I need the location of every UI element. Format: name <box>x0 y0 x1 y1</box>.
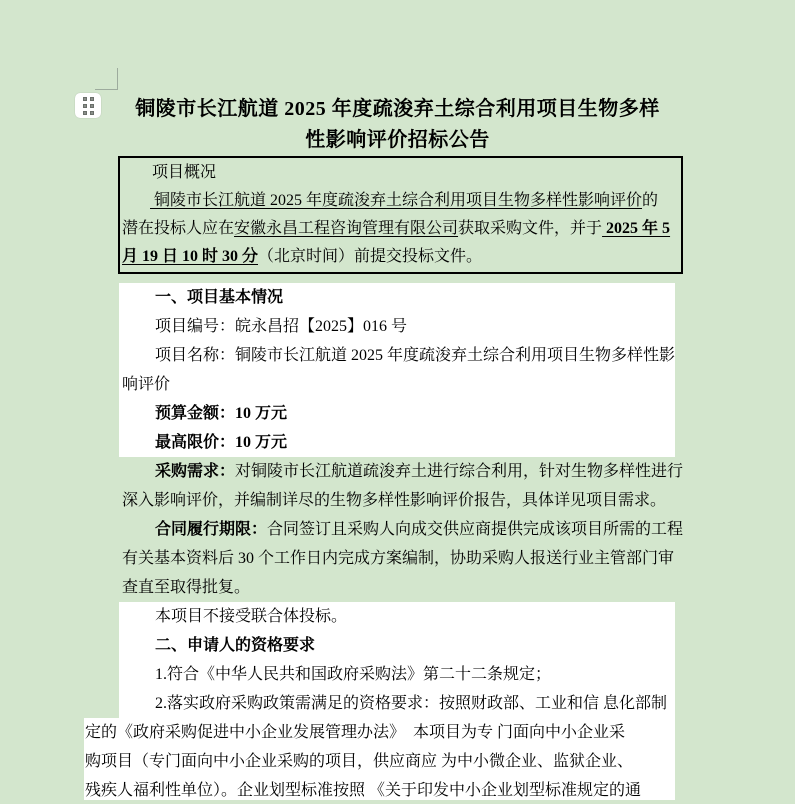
qualification-item-2-line-2: 定的《政府采购促进中小企业发展管理办法》 本项目为专 门面向中小企业采 <box>85 724 626 741</box>
procurement-demand-line-1 <box>122 457 684 486</box>
contract-period-label: 合同履行期限： <box>155 521 268 538</box>
qualification-section-highlight-upper <box>119 602 675 718</box>
project-number-line: 项目编号：皖永昌招【2025】016 号 <box>155 318 408 335</box>
overview-paragraph-line-1 <box>122 187 679 215</box>
overview-paragraph-line-2 <box>122 215 679 243</box>
contract-period-line-1 <box>122 515 684 544</box>
section-basic-info-highlight <box>119 283 675 457</box>
drag-handle-dot <box>90 104 94 108</box>
procurement-and-contract-section <box>119 457 684 602</box>
contract-text: 合同签订且采购人向成交供应商提供完成该项目所需的工程 <box>267 521 684 538</box>
agency-name-underlined: 安徽永昌工程咨询管理有限公司 <box>234 220 459 237</box>
drag-handle-icon[interactable] <box>75 93 101 118</box>
budget-line: 预算金额：10 万元 <box>155 405 288 422</box>
project-name-line-1: 项目名称：铜陵市长江航道 2025 年度疏浚弃土综合利用项目生物多样性影 <box>155 347 676 364</box>
qualification-item-1: 1.符合《中华人民共和国政府采购法》第二十二条规定； <box>155 666 552 683</box>
procurement-demand-line-2: 深入影响评价，并编制详尽的生物多样性影响评价报告，具体详见项目需求。 <box>122 492 667 509</box>
overview-text: 获取采购文件，并于 <box>458 220 603 237</box>
deadline-bold-underlined: 月 19 日 10 时 30 分 <box>122 248 259 265</box>
project-name-underlined: 铜陵市长江航道 2025 年度疏浚弃土综合利用项目生物多样性影响评价 <box>150 192 643 209</box>
overview-heading: 项目概况 <box>152 164 217 181</box>
contract-period-line-2: 有关基本资料后 30 个工作日内完成方案编制，协助采购人报送行业主管部门审 <box>122 550 675 567</box>
qualification-item-2-line-4: 残疾人福利性单位）。企业划型标准按照 《关于印发中小企业划型标准规定的通 <box>85 782 642 799</box>
drag-handle-dot <box>90 111 94 115</box>
project-overview-box <box>118 156 683 274</box>
deadline-bold-underlined: 2025 年 5 <box>602 220 671 237</box>
drag-handle-dot <box>83 104 87 108</box>
procurement-text: 对铜陵市长江航道疏浚弃土进行综合利用，针对生物多样性进行 <box>235 463 684 480</box>
contract-period-line-3: 查直至取得批复。 <box>122 579 251 596</box>
project-name-line-2: 响评价 <box>122 376 171 393</box>
drag-handle-dot <box>83 97 87 101</box>
section1-heading: 一、项目基本情况 <box>155 289 284 306</box>
overview-paragraph-line-3 <box>122 243 679 271</box>
no-joint-bid-line: 本项目不接受联合体投标。 <box>155 608 348 625</box>
title-line-2: 性影响评价招标公告 <box>305 129 490 151</box>
drag-handle-dot <box>83 111 87 115</box>
page-title <box>0 0 795 156</box>
qualification-item-2-line-3: 购项目（专门面向中小企业采购的项目，供应商应 为中小微企业、监狱企业、 <box>85 753 634 770</box>
max-price-line: 最高限价：10 万元 <box>155 434 288 451</box>
overview-text: （北京时间）前提交投标文件。 <box>258 248 483 265</box>
qualification-item-2-line-1: 2.落实政府采购政策需满足的资格要求：按照财政部、工业和信 息化部制 <box>155 695 668 712</box>
procurement-label: 采购需求： <box>155 463 236 480</box>
title-line-1: 铜陵市长江航道 2025 年度疏浚弃土综合利用项目生物多样 <box>135 98 660 120</box>
overview-text: 的 <box>642 192 659 209</box>
section2-heading: 二、申请人的资格要求 <box>155 637 316 654</box>
text-boundary-corner-mark <box>95 68 118 90</box>
drag-handle-dot <box>90 97 94 101</box>
overview-text: 潜在投标人应在 <box>122 220 235 237</box>
qualification-section-highlight-lower <box>84 718 675 800</box>
